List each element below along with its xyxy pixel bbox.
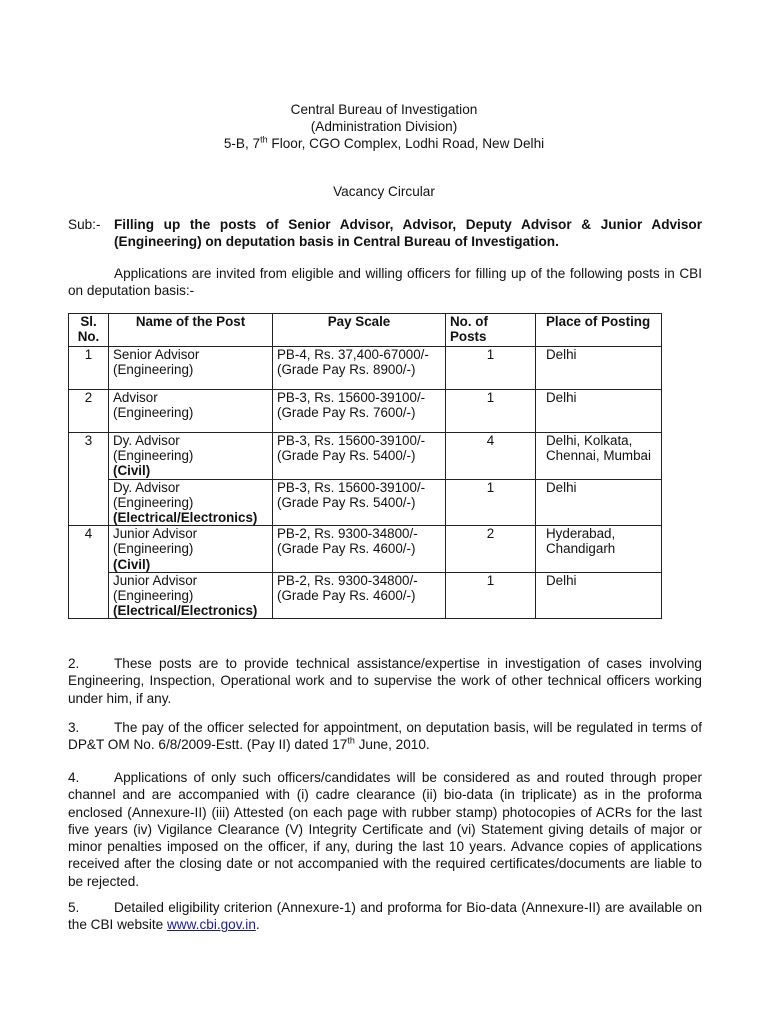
pay-line: (Grade Pay Rs. 8900/-) — [277, 362, 416, 378]
cbi-website-link[interactable]: www.cbi.gov.in — [166, 917, 256, 933]
cell-name — [109, 479, 273, 526]
posts-table — [68, 313, 662, 619]
place-line: Hyderabad, — [546, 526, 616, 542]
address-part: Floor, CGO Complex, Lodhi Road, New Delhi — [267, 136, 545, 151]
cell-num: 4 — [446, 433, 536, 480]
cell-pay — [273, 347, 446, 390]
cell-pay — [273, 526, 446, 573]
cell-sl — [69, 572, 109, 619]
col-pay-header: Pay Scale — [273, 314, 446, 347]
name-line: (Engineering) — [113, 541, 194, 557]
para-text: June, 2010. — [354, 737, 430, 753]
place-line: Delhi — [546, 572, 577, 588]
cell-sl: 4 — [69, 526, 109, 573]
address — [0, 135, 768, 152]
org-name: Central Bureau of Investigation — [290, 102, 478, 117]
pay-line: (Grade Pay Rs. 7600/-) — [277, 405, 416, 421]
paragraph-2 — [68, 655, 702, 707]
name-line: Dy. Advisor — [113, 479, 180, 495]
subject-text: Filling up the posts of Senior Advisor, Advisor, Deputy Advisor & Junior Advisor (Engineering) on deputation basis in Central Bureau of Investigation. — [114, 217, 702, 249]
para-number: 3. — [68, 720, 80, 735]
para-text: Applications of only such officers/candidates will be considered as and routed through proper channel and are accompanied with (i) cadre clearance (ii) bio-data (in triplicate) as in the proforma enclosed (Annexure-II) (iii) Attested (on each page with rubber stamp) photocopies of ACRs for the last five years (iv) Vigilance Clearance (V) Integrity Certificate and (vi) Statement giving details of major or minor penalties imposed on the officer, if any, during the last 10 years. Advance copies of applications received after the closing date or not accompanied with the required certificates/documents are liable to be rejected. — [68, 770, 702, 889]
subject-label: Sub:- — [68, 217, 101, 232]
pay-line: (Grade Pay Rs. 5400/-) — [277, 494, 416, 510]
place-line: Delhi — [546, 390, 577, 405]
intro-text: Applications are invited from eligible and willing officers for filling up of the following posts in CBI on deputation basis:- — [68, 266, 702, 299]
cell-pay — [273, 390, 446, 433]
pay-line: PB-2, Rs. 9300-34800/- — [277, 526, 418, 542]
cell-place — [536, 526, 662, 573]
header-text: No. of — [450, 314, 488, 329]
para-end: . — [255, 917, 260, 933]
name-line: (Engineering) — [113, 405, 194, 421]
cell-place — [536, 433, 662, 480]
para-number: 2. — [68, 656, 80, 671]
cell-name — [109, 433, 273, 480]
paragraph-4 — [68, 769, 702, 890]
col-place-header: Place of Posting — [536, 314, 662, 347]
para-text: Detailed eligibility criterion (Annexure-1) and proforma for Bio-data (Annexure-II) are available on the CBI website — [68, 900, 702, 933]
header-text: Posts — [450, 329, 487, 345]
table-header-row — [69, 314, 662, 347]
para-text: The pay of the officer selected for appointment, on deputation basis, will be regulated in terms of DP&T OM No. 6/8/2009-Estt. (Pay II) dated 17 — [68, 720, 702, 753]
cell-name — [109, 526, 273, 573]
header-text: Sl. — [80, 314, 97, 329]
name-line: (Engineering) — [113, 588, 194, 604]
cell-name — [109, 347, 273, 390]
name-line: Advisor — [113, 390, 158, 405]
header-text: No. — [77, 329, 100, 345]
pay-line: PB-3, Rs. 15600-39100/- — [277, 433, 426, 448]
para-number: 5. — [68, 900, 80, 915]
pay-line: PB-4, Rs. 37,400-67000/- — [277, 347, 429, 362]
division-name: (Administration Division) — [310, 119, 458, 134]
cell-sl: 3 — [69, 433, 109, 480]
place-line: Delhi — [546, 479, 577, 495]
cell-num: 1 — [446, 347, 536, 390]
col-num-header — [446, 314, 536, 347]
paragraph-5 — [68, 899, 702, 934]
name-line: Dy. Advisor — [113, 433, 180, 448]
name-line-bold: (Civil) — [113, 463, 151, 479]
subject — [68, 216, 702, 250]
para-sup: th — [347, 735, 355, 746]
cell-place — [536, 390, 662, 433]
cell-num: 1 — [446, 390, 536, 433]
name-line: (Engineering) — [113, 494, 194, 510]
cell-pay — [273, 479, 446, 526]
para-number: 4. — [68, 770, 80, 785]
paragraph-3 — [68, 719, 702, 754]
table-row — [69, 526, 662, 573]
name-line: (Engineering) — [113, 362, 194, 378]
cell-num: 1 — [446, 479, 536, 526]
cell-name — [109, 390, 273, 433]
cell-pay — [273, 433, 446, 480]
col-sl-header — [69, 314, 109, 347]
name-line-bold: (Electrical/Electronics) — [113, 603, 258, 619]
table-row — [69, 347, 662, 390]
name-line: Junior Advisor — [113, 572, 198, 588]
cell-place — [536, 479, 662, 526]
cell-num: 2 — [446, 526, 536, 573]
name-line: Senior Advisor — [113, 347, 200, 362]
address-part: 5-B, 7 — [223, 136, 261, 151]
para-text: These posts are to provide technical assistance/expertise in investigation of cases involving Engineering, Inspection, Operational work and to supervise the work of other technical officers working under him, if any. — [68, 656, 702, 706]
circular-title: Vacancy Circular — [333, 184, 435, 199]
pay-line: PB-3, Rs. 15600-39100/- — [277, 479, 426, 495]
place-line: Chennai, Mumbai — [546, 448, 651, 464]
cell-place — [536, 572, 662, 619]
address-sup: th — [260, 134, 268, 145]
name-line: Junior Advisor — [113, 526, 198, 542]
col-name-header: Name of the Post — [109, 314, 273, 347]
table-row — [69, 572, 662, 619]
cell-sl: 2 — [69, 390, 109, 433]
cell-num: 1 — [446, 572, 536, 619]
table-row — [69, 390, 662, 433]
cell-pay — [273, 572, 446, 619]
pay-line: PB-3, Rs. 15600-39100/- — [277, 390, 426, 405]
cell-sl: 1 — [69, 347, 109, 390]
table-row — [69, 479, 662, 526]
intro-paragraph — [68, 265, 702, 300]
cell-name — [109, 572, 273, 619]
subject-body: Filling up the posts of Senior Advisor, Advisor, Deputy Advisor & Junior Advisor (Engineering) on deputation basis in Central Bureau of Investigation — [114, 217, 702, 249]
place-line: Delhi — [546, 347, 577, 362]
place-line: Chandigarh — [546, 541, 616, 557]
pay-line: (Grade Pay Rs. 5400/-) — [277, 448, 416, 464]
pay-line: (Grade Pay Rs. 4600/-) — [277, 588, 416, 604]
table-row — [69, 433, 662, 480]
name-line-bold: (Electrical/Electronics) — [113, 510, 258, 526]
name-line-bold: (Civil) — [113, 556, 151, 572]
cell-place — [536, 347, 662, 390]
place-line: Delhi, Kolkata, — [546, 433, 633, 448]
pay-line: PB-2, Rs. 9300-34800/- — [277, 572, 418, 588]
name-line: (Engineering) — [113, 448, 194, 464]
cell-sl — [69, 479, 109, 526]
pay-line: (Grade Pay Rs. 4600/-) — [277, 541, 416, 557]
